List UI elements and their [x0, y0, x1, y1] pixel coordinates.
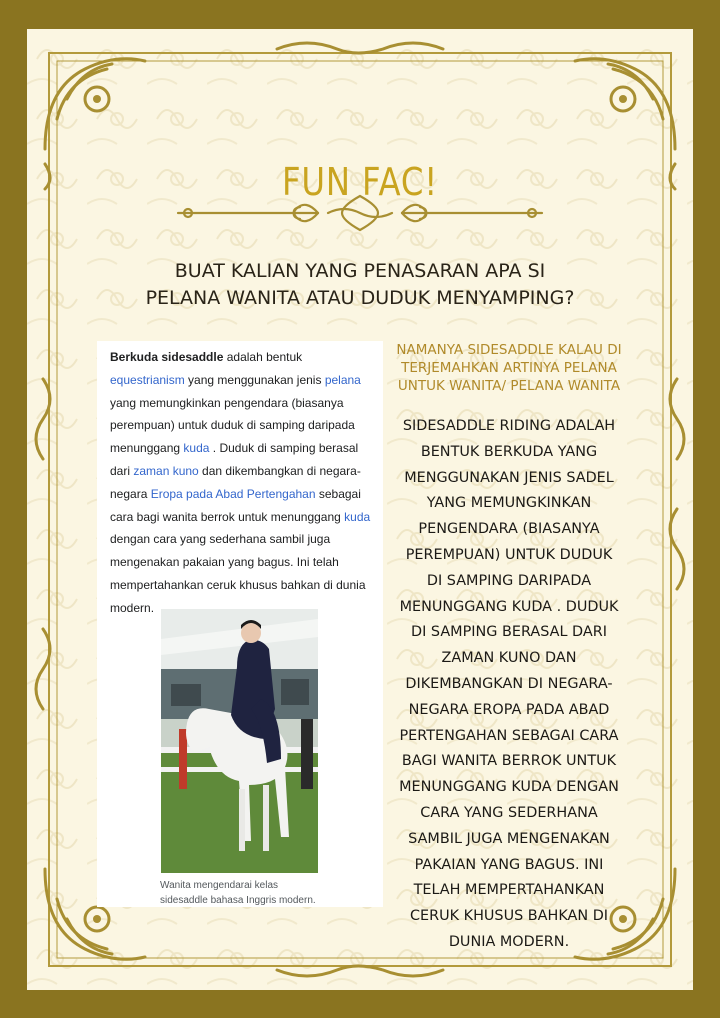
link-pelana[interactable]: pelana: [324, 372, 361, 387]
subtitle-line-1: BUAT KALIAN YANG PENASARAN APA SI: [174, 260, 546, 282]
wiki-paragraph: [110, 346, 375, 620]
photo-caption: [160, 878, 360, 908]
title-divider-ornament: [168, 192, 552, 234]
subtitle: [0, 258, 720, 312]
wiki-text: sebagai cara bagi wanita berrok untuk menunggang: [110, 486, 361, 524]
caption-line-1: Wanita mengendarai kelas: [160, 880, 279, 891]
wiki-bold-term: Berkuda sidesaddle: [110, 350, 224, 364]
link-kuda-2[interactable]: kuda: [344, 509, 371, 524]
name-meaning-heading: NAMANYA SIDESADDLE KALAU DI TERJEMAHKAN ARTINYA PELANA UNTUK WANITA/ PELANA WANITA: [396, 342, 622, 394]
link-zaman-kuno[interactable]: zaman kuno: [133, 463, 199, 478]
link-equestrianism[interactable]: equestrianism: [110, 372, 185, 387]
sidesaddle-description: SIDESADDLE RIDING ADALAH BENTUK BERKUDA YANG MENGGUNAKAN JENIS SADEL YANG MEMUNGKINKAN PENGENDARA (BIASANYA PEREMPUAN) UNTUK DUDUK DI SAMPING DARIPADA MENUNGGANG KUDA . DUDUK DI SAMPING BERASAL DARI ZAMAN KUNO DAN DIKEMBANGKAN DI NEGARA-NEGARA EROPA PADA ABAD PERTENGAHAN SEBAGAI CARA BAGI WANITA BERROK UNTUK MENUNGGANG KUDA DENGAN CARA YANG SEDERHANA SAMBIL JUGA MENGENAKAN PAKAIAN YANG BAGUS. INI TELAH MEMPERTAHANKAN CERUK KHUSUS BAHKAN DI DUNIA MODERN.: [399, 418, 619, 950]
wiki-text: dan dikembangkan di negara-negara: [110, 463, 361, 501]
caption-line-2: sidesaddle bahasa Inggris modern.: [160, 895, 316, 906]
page-title: FUN FAC!: [281, 160, 439, 204]
link-kuda[interactable]: kuda: [183, 441, 210, 456]
sidesaddle-rider-photo: [161, 609, 318, 873]
wiki-text: adalah bentuk: [223, 350, 303, 364]
link-eropa-abad-pertengahan[interactable]: Eropa pada Abad Pertengahan: [150, 486, 316, 501]
wiki-text: dengan cara yang sederhana sambil juga mengenakan pakaian yang bagus. Ini telah mempertahankan ceruk khusus bahkan di dunia modern.: [110, 532, 366, 615]
subtitle-line-2: PELANA WANITA ATAU DUDUK MENYAMPING?: [145, 287, 575, 309]
wiki-text: yang memungkinkan pengendara (biasanya perempuan) untuk duduk di samping daripada menunggang: [110, 395, 355, 456]
wiki-text: yang menggunakan jenis: [184, 372, 325, 387]
wiki-text: . Duduk di samping berasal dari: [110, 441, 359, 478]
wikipedia-excerpt-card: [97, 341, 383, 907]
